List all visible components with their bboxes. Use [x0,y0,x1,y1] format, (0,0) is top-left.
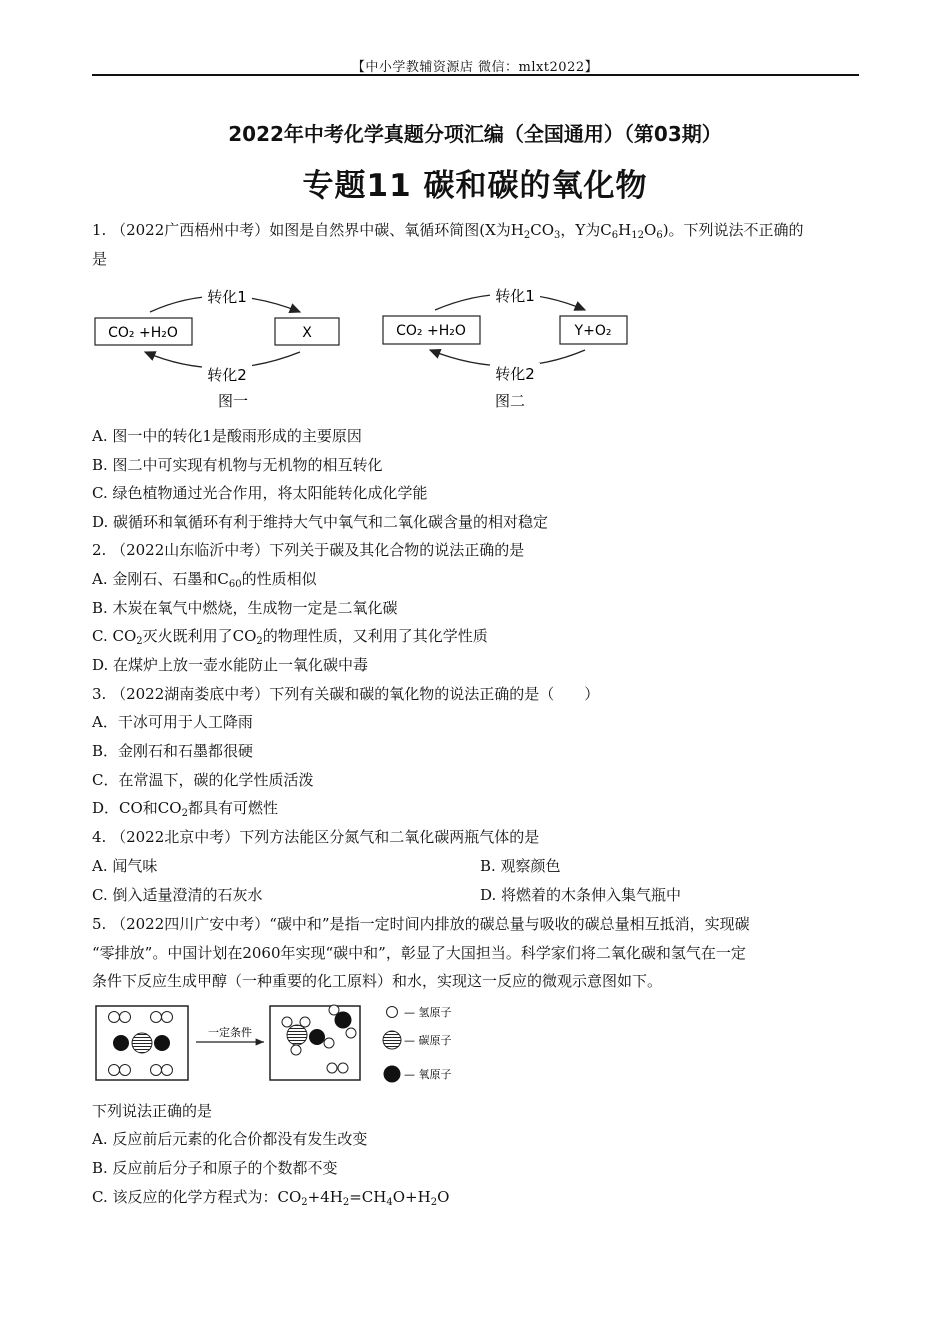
hydrogen-atom [120,1012,131,1023]
q5-prompt: 下列说法正确的是 [92,1102,213,1120]
legend-carbon-label: — 碳原子 [404,1034,452,1047]
q5-option-b: B. 反应前后分子和原子的个数都不变 [92,1159,338,1177]
hydrogen-atom [300,1017,310,1027]
q3-option-c: C．在常温下，碳的化学性质活泼 [92,771,314,789]
oxygen-atom [309,1029,325,1045]
reaction-condition-label: 一定条件 [208,1026,252,1039]
fig2-caption: 图二 [494,392,526,410]
carbon-atom [287,1025,307,1045]
hydrogen-atom [324,1038,334,1048]
hydrogen-atom [291,1045,301,1055]
hydrogen-atom [109,1012,120,1023]
legend-carbon-icon [383,1031,401,1049]
legend-oxygen-icon [384,1066,401,1083]
q1-stem-line2: 是 [92,250,108,268]
q3-option-a: A．干冰可用于人工降雨 [92,713,253,731]
q5-reaction-diagram [92,1000,492,1090]
q2-option-a: A. 金刚石、石墨和$C_{60}$的性质相似 [92,570,317,590]
hydrogen-atom [151,1012,162,1023]
q1-option-b: B. 图二中可实现有机物与无机物的相互转化 [92,456,383,474]
figure-two [383,285,627,410]
hydrogen-atom [162,1065,173,1076]
q3-option-d: D．CO和$CO_2$都具有可燃性 [92,799,278,819]
q5-stem-line1: 5. （2022四川广安中考）“碳中和”是指一定时间内排放的碳总量与吸收的碳总量相互抵消，实现碳 [92,915,750,933]
fig1-caption: 图一 [217,392,249,410]
q2-option-b: B. 木炭在氧气中燃烧，生成物一定是二氧化碳 [92,599,398,617]
hydrogen-atom [346,1028,356,1038]
legend-oxygen-label: — 氧原子 [404,1068,452,1081]
fig1-right-label: X [302,325,312,341]
q5-option-c: C. 该反应的化学方程式为：$CO_2+4H_2=CH_4O+H_2O$ [92,1188,450,1208]
legend-hydrogen-icon [387,1007,398,1018]
hydrogen-atom [327,1063,337,1073]
fig1-bottom-label: 转化2 [207,366,247,384]
q4-option-d: D. 将燃着的木条伸入集气瓶中 [480,886,682,904]
q1-cycle-figures [90,282,650,412]
fig2-top-label: 转化1 [495,287,535,305]
oxygen-atom [113,1035,129,1051]
q3-option-b: B．金刚石和石墨都很硬 [92,742,254,760]
document-subtitle: 专题11 碳和碳的氧化物 [302,168,648,204]
q4-option-a: A. 闻气味 [92,857,158,875]
q4-stem: 4. （2022北京中考）下列方法能区分氮气和二氧化碳两瓶气体的是 [92,828,540,846]
q5-option-a: A. 反应前后元素的化合价都没有发生改变 [92,1130,368,1148]
q2-option-d: D. 在煤炉上放一壶水能防止一氧化碳中毒 [92,656,369,674]
carbon-atom [132,1033,152,1053]
fig1-top-label: 转化1 [207,288,247,306]
hydrogen-atom [162,1012,173,1023]
header-rule [92,74,859,76]
legend-hydrogen-label: — 氢原子 [404,1006,452,1019]
q4-option-b: B. 观察颜色 [480,857,561,875]
hydrogen-atom [329,1005,339,1015]
fig2-right-label: Y+O₂ [574,323,612,339]
hydrogen-atom [151,1065,162,1076]
q2-option-c: C. $CO_2$灭火既利用了$CO_2$的物理性质，又利用了其化学性质 [92,627,488,647]
q5-stem-line2: “零排放”。中国计划在2060年实现“碳中和”，彰显了大国担当。科学家们将二氧化碳和氢气在一定 [92,944,746,962]
document-title: 2022年中考化学真题分项汇编（全国通用）（第03期） [228,122,722,146]
q1-stem: 1. （2022广西梧州中考）如图是自然界中碳、氧循环简图(X为$H_2CO_3$，Y为$C_6H_{12}O_6$)。下列说法不正确的 [92,221,804,241]
hydrogen-atom [338,1063,348,1073]
q2-stem: 2. （2022山东临沂中考）下列关于碳及其化合物的说法正确的是 [92,541,525,559]
fig1-left-label: CO₂ +H₂O [108,325,178,341]
fig2-left-label: CO₂ +H₂O [396,323,466,339]
oxygen-atom [154,1035,170,1051]
q1-option-d: D. 碳循环和氧循环有利于维持大气中氧气和二氧化碳含量的相对稳定 [92,513,549,531]
q3-stem: 3. （2022湖南娄底中考）下列有关碳和碳的氧化物的说法正确的是（ ） [92,685,600,703]
page-header: 【中小学教辅资源店 微信：mlxt2022】 [351,60,599,75]
q4-option-c: C. 倒入适量澄清的石灰水 [92,886,263,904]
q5-stem-line3: 条件下反应生成甲醇（一种重要的化工原料）和水，实现这一反应的微观示意图如下。 [92,972,663,990]
hydrogen-atom [120,1065,131,1076]
fig2-bottom-label: 转化2 [495,365,535,383]
q1-option-c: C. 绿色植物通过光合作用，将太阳能转化成化学能 [92,484,428,502]
q1-option-a: A. 图一中的转化1是酸雨形成的主要原因 [92,427,362,445]
hydrogen-atom [282,1017,292,1027]
hydrogen-atom [109,1065,120,1076]
figure-one [95,286,339,410]
